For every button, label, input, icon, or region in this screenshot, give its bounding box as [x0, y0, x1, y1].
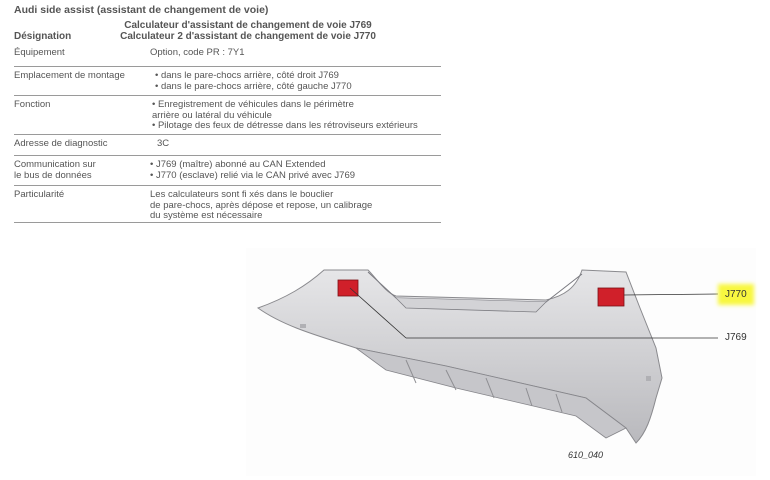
module-j770 — [598, 288, 624, 306]
table-row — [14, 67, 441, 96]
row-value: • Enregistrement de véhicules dans le périmètre arrière ou latéral du véhicule • Pilotage des feux de détresse dans les rétroviseurs extérieurs — [152, 99, 418, 131]
designation-header-label: Désignation — [14, 31, 72, 42]
document-title: Audi side assist (assistant de changement de voie) — [14, 4, 269, 16]
callout-j770: J770 — [722, 288, 750, 301]
row-label: Particularité — [14, 189, 65, 200]
row-value: Les calculateurs sont fi xés dans le bouclier de pare-chocs, après dépose et repose, un calibrage du système est nécessaire — [150, 189, 373, 221]
leader-line-j770 — [624, 294, 718, 295]
row-value: 3C — [157, 138, 170, 149]
figure-number: 610_040 — [568, 450, 604, 460]
row-value: Option, code PR : 7Y1 — [150, 47, 245, 58]
designation-line-j770: Calculateur 2 d'assistant de changement de voie J770 — [120, 31, 376, 42]
row-label: Adresse de diagnostic — [14, 138, 108, 149]
table-row — [14, 156, 441, 186]
table-row — [14, 44, 441, 67]
row-label: Emplacement de montage — [14, 70, 125, 81]
designation-header-value — [113, 20, 383, 42]
row-label: Communication sur le bus de données — [14, 159, 96, 181]
table-row — [14, 96, 441, 135]
table-row — [14, 135, 441, 156]
table-row — [14, 186, 441, 223]
callout-j769: J769 — [725, 332, 747, 343]
row-value: • dans le pare-chocs arrière, côté droit J769 • dans le pare-chocs arrière, côté gauche J770 — [155, 70, 352, 92]
row-label: Fonction — [14, 99, 51, 110]
row-value: • J769 (maître) abonné au CAN Extended • J770 (esclave) relié via le CAN privé avec J769 — [150, 159, 356, 181]
spec-table — [14, 44, 441, 223]
row-label: Équipement — [14, 47, 65, 58]
bumper-diagram — [246, 248, 756, 476]
module-j769 — [338, 280, 358, 296]
designation-line-j769: Calculateur d'assistant de changement de voie J769 — [124, 20, 372, 31]
